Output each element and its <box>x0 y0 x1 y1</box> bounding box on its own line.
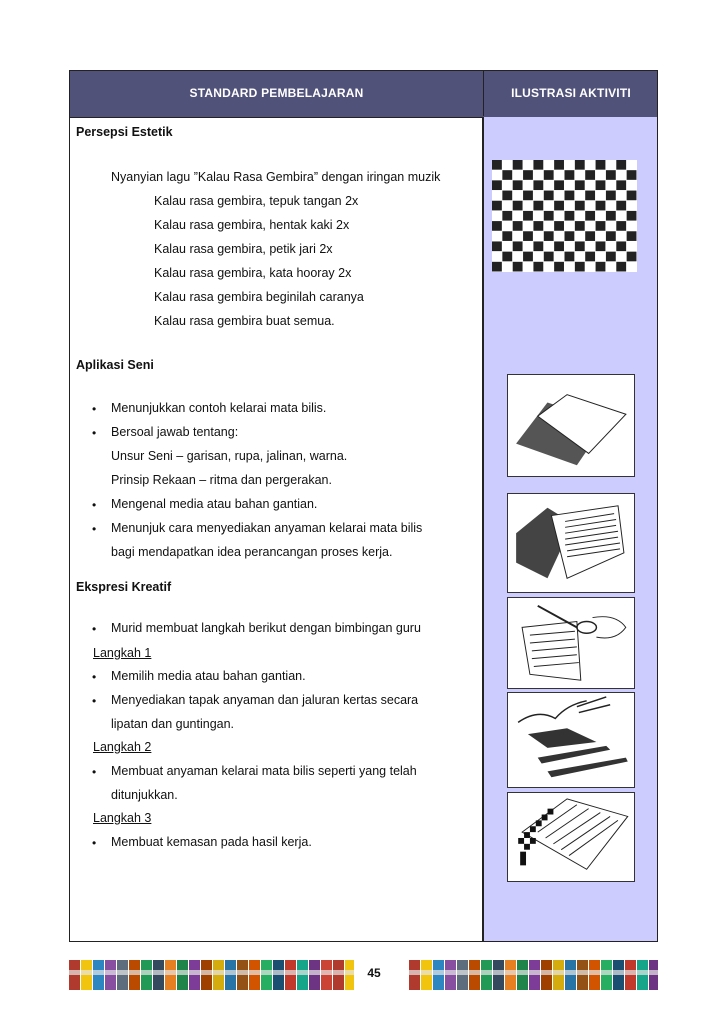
bullet-icon: • <box>92 522 97 536</box>
pencil-label <box>457 970 468 975</box>
pencil-label <box>649 970 658 975</box>
checker-square <box>492 180 502 190</box>
song-line: Kalau rasa gembira, tepuk tangan 2x <box>154 194 359 208</box>
header-standard-pembelajaran: STANDARD PEMBELAJARAN <box>189 86 364 100</box>
pencil-label <box>261 970 272 975</box>
header-ilustrasi-aktiviti: ILUSTRASI AKTIVITI <box>483 71 658 116</box>
pencil-label <box>81 970 92 975</box>
checker-square <box>575 241 585 251</box>
pencil-label <box>553 970 564 975</box>
pencil-label <box>165 970 176 975</box>
pencil-label <box>189 970 200 975</box>
checker-square <box>492 160 502 170</box>
checker-square <box>627 252 637 262</box>
colored-pencils-left <box>69 958 354 992</box>
checker-square <box>544 191 554 201</box>
checker-square <box>565 252 575 262</box>
pencil-label <box>433 970 444 975</box>
checker-square <box>492 201 502 211</box>
checker-square <box>513 262 523 272</box>
checker-square <box>606 211 616 221</box>
checker-square <box>616 180 626 190</box>
step-label: Langkah 2 <box>93 740 152 754</box>
bullet-icon: • <box>92 622 97 636</box>
checker-square <box>616 201 626 211</box>
pencil-label <box>637 970 648 975</box>
checker-square <box>606 170 616 180</box>
list-item-cont: bagi mendapatkan idea perancangan proses kerja. <box>111 545 393 559</box>
list-item-cont: lipatan dan guntingan. <box>111 717 235 731</box>
bullet-icon: • <box>92 836 97 850</box>
paper-strips-illustration <box>507 692 635 788</box>
checker-square <box>523 231 533 241</box>
pencil-label <box>481 970 492 975</box>
section-title-aplikasi-seni: Aplikasi Seni <box>76 358 154 372</box>
pencil-label <box>201 970 212 975</box>
step-label: Langkah 3 <box>93 811 152 825</box>
checker-square <box>513 160 523 170</box>
list-item: Membuat anyaman kelarai mata bilis seperti yang telah <box>111 764 417 778</box>
checker-square <box>596 201 606 211</box>
list-item: Menunjukkan contoh kelarai mata bilis. <box>111 401 327 415</box>
list-item-cont: ditunjukkan. <box>111 788 178 802</box>
pencil-label <box>105 970 116 975</box>
checker-square <box>585 191 595 201</box>
list-item: Murid membuat langkah berikut dengan bimbingan guru <box>111 621 421 635</box>
pencil-label <box>309 970 320 975</box>
checker-square <box>565 170 575 180</box>
checker-square <box>616 160 626 170</box>
checker-square <box>575 262 585 272</box>
checker-square <box>575 201 585 211</box>
checker-square <box>544 170 554 180</box>
checker-square <box>596 180 606 190</box>
checker-square <box>554 262 564 272</box>
checker-square <box>554 201 564 211</box>
checker-square <box>627 170 637 180</box>
pencil-label <box>141 970 152 975</box>
song-intro: Nyanyian lagu ”Kalau Rasa Gembira” dengan iringan muzik <box>111 170 441 184</box>
pencil-label <box>445 970 456 975</box>
checker-square <box>513 221 523 231</box>
list-item: Membuat kemasan pada hasil kerja. <box>111 835 312 849</box>
checker-square <box>513 241 523 251</box>
checker-square <box>616 241 626 251</box>
checker-square <box>575 160 585 170</box>
checker-square <box>492 241 502 251</box>
finished-weave-illustration <box>507 792 635 882</box>
pencil-label <box>177 970 188 975</box>
checker-square <box>554 221 564 231</box>
checker-square <box>523 170 533 180</box>
pencil-label <box>589 970 600 975</box>
checker-square <box>627 231 637 241</box>
checker-square <box>596 241 606 251</box>
step-label: Langkah 1 <box>93 646 152 660</box>
checker-square <box>533 262 543 272</box>
checker-square <box>533 221 543 231</box>
song-line: Kalau rasa gembira beginilah caranya <box>154 290 364 304</box>
checker-square <box>596 262 606 272</box>
pencil-label <box>625 970 636 975</box>
checkerboard-weave-illustration <box>492 160 637 272</box>
pencil-label <box>541 970 552 975</box>
paper-sheets-illustration <box>507 374 635 477</box>
section-title-ekspresi-kreatif: Ekspresi Kreatif <box>76 580 172 594</box>
pencil-label <box>273 970 284 975</box>
pencil-label <box>249 970 260 975</box>
list-item: Memilih media atau bahan gantian. <box>111 669 306 683</box>
checker-square <box>513 201 523 211</box>
checker-square <box>565 231 575 241</box>
list-item: Mengenal media atau bahan gantian. <box>111 497 318 511</box>
pencil-label <box>321 970 332 975</box>
checker-square <box>565 191 575 201</box>
cutting-scissors-illustration <box>507 597 635 689</box>
checker-square <box>544 231 554 241</box>
checker-square <box>616 262 626 272</box>
pencil-label <box>565 970 576 975</box>
checker-square <box>585 170 595 180</box>
pencil-label <box>69 970 80 975</box>
pencil-label <box>345 970 354 975</box>
checker-square <box>554 160 564 170</box>
table-header <box>70 71 657 118</box>
checker-square <box>502 191 512 201</box>
checker-square <box>606 252 616 262</box>
pencil-label <box>237 970 248 975</box>
checker-square <box>502 211 512 221</box>
checker-square <box>492 262 502 272</box>
checker-square <box>523 191 533 201</box>
pencil-label <box>225 970 236 975</box>
song-line: Kalau rasa gembira, kata hooray 2x <box>154 266 352 280</box>
pencil-label <box>601 970 612 975</box>
checker-square <box>502 231 512 241</box>
section-title-persepsi-estetik: Persepsi Estetik <box>76 125 173 139</box>
pencil-label <box>493 970 504 975</box>
checker-square <box>523 211 533 221</box>
pencil-label <box>469 970 480 975</box>
list-item-sub: Unsur Seni – garisan, rupa, jalinan, warna. <box>111 449 348 463</box>
list-item-sub: Prinsip Rekaan – ritma dan pergerakan. <box>111 473 332 487</box>
bullet-icon: • <box>92 670 97 684</box>
checker-square <box>523 252 533 262</box>
pencil-label <box>93 970 104 975</box>
checker-square <box>554 180 564 190</box>
checker-square <box>502 252 512 262</box>
page-number: 45 <box>354 958 394 992</box>
song-line: Kalau rasa gembira, hentak kaki 2x <box>154 218 350 232</box>
song-line: Kalau rasa gembira, petik jari 2x <box>154 242 333 256</box>
bullet-icon: • <box>92 694 97 708</box>
pencil-label <box>129 970 140 975</box>
checker-square <box>533 160 543 170</box>
pencil-label <box>529 970 540 975</box>
song-line: Kalau rasa gembira buat semua. <box>154 314 335 328</box>
checker-square <box>606 231 616 241</box>
pencil-label <box>117 970 128 975</box>
checker-square <box>585 211 595 221</box>
checker-square <box>502 170 512 180</box>
list-item: Menyediakan tapak anyaman dan jaluran kertas secara <box>111 693 419 707</box>
checker-square <box>575 180 585 190</box>
bullet-icon: • <box>92 402 97 416</box>
checker-square <box>554 241 564 251</box>
checker-square <box>596 160 606 170</box>
bullet-icon: • <box>92 765 97 779</box>
column-divider <box>482 117 484 941</box>
pencil-label <box>421 970 432 975</box>
pencil-label <box>297 970 308 975</box>
checker-square <box>533 241 543 251</box>
checker-square <box>606 191 616 201</box>
folded-paper-strips-illustration <box>507 493 635 593</box>
checker-square <box>544 211 554 221</box>
pencil-label <box>577 970 588 975</box>
checker-square <box>585 252 595 262</box>
checker-square <box>596 221 606 231</box>
pencil-label <box>153 970 164 975</box>
pencil-label <box>505 970 516 975</box>
bullet-icon: • <box>92 426 97 440</box>
checker-square <box>627 191 637 201</box>
colored-pencils-right <box>409 958 658 992</box>
pencil-label <box>285 970 296 975</box>
checker-square <box>533 201 543 211</box>
pencil-label <box>613 970 624 975</box>
checker-square <box>513 180 523 190</box>
checker-square <box>616 221 626 231</box>
list-item: Bersoal jawab tentang: <box>111 425 239 439</box>
checker-square <box>492 221 502 231</box>
checker-square <box>585 231 595 241</box>
checker-square <box>627 211 637 221</box>
checker-square <box>533 180 543 190</box>
checker-square <box>544 252 554 262</box>
pencil-label <box>409 970 420 975</box>
list-item: Menunjuk cara menyediakan anyaman kelarai mata bilis <box>111 521 423 535</box>
pencil-label <box>333 970 344 975</box>
pencil-label <box>213 970 224 975</box>
checker-square <box>565 211 575 221</box>
checker-square <box>575 221 585 231</box>
pencil-label <box>517 970 528 975</box>
bullet-icon: • <box>92 498 97 512</box>
